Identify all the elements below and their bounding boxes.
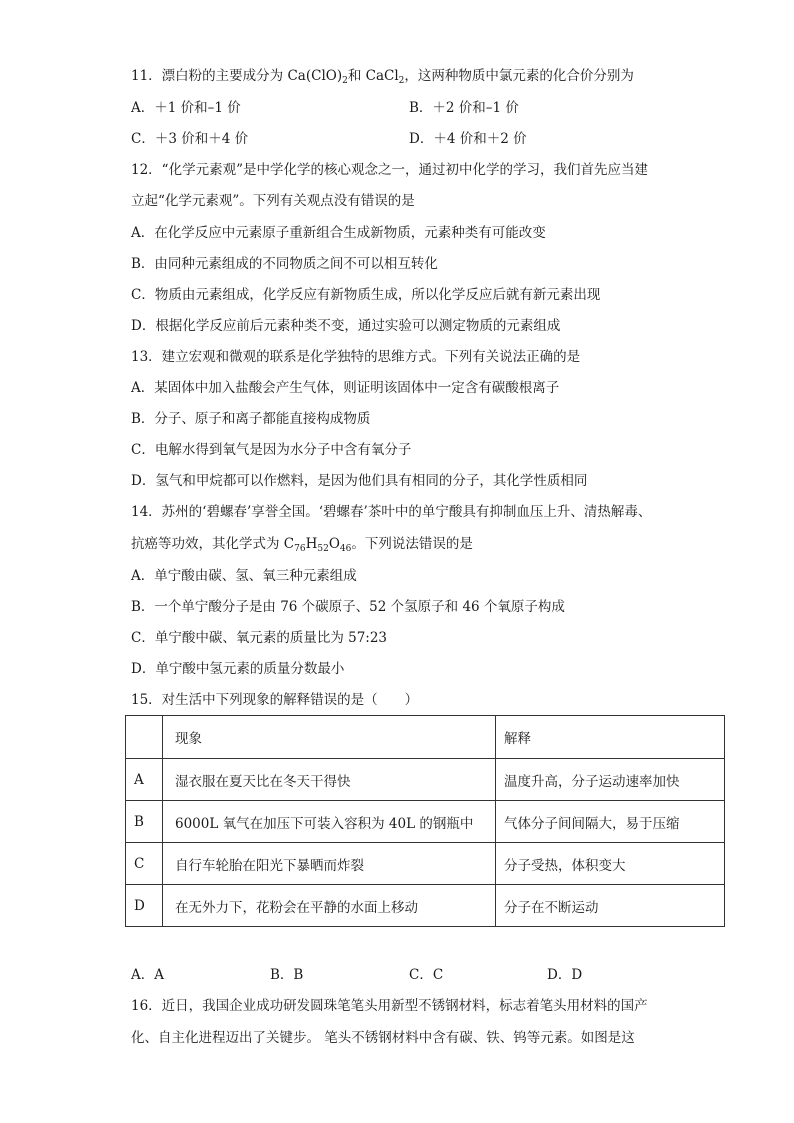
q13-option-b: B．分子、原子和离子都能直接构成物质 — [131, 411, 371, 427]
q15-table — [125, 715, 725, 927]
q12-option-d: D．根据化学反应前后元素种类不变，通过实验可以测定物质的元素组成 — [131, 318, 561, 334]
row-label-cell: B — [126, 801, 163, 843]
phenomenon-cell: 在无外力下，花粉会在平静的水面上移动 — [163, 885, 496, 927]
phenomenon-cell: 湿衣服在夏天比在冬天干得快 — [163, 759, 496, 801]
explanation-cell: 分子受热，体积变大 — [496, 843, 725, 885]
q14-option-b: B．一个单宁酸分子是由 76 个碳原子、52 个氢原子和 46 个氧原子构成 — [131, 599, 565, 615]
q13-option-a: A．某固体中加入盐酸会产生气体，则证明该固体中一定含有碳酸根离子 — [131, 380, 560, 396]
q13-option-c: C．电解水得到氧气是因为水分子中含有氧分子 — [131, 442, 412, 458]
row-label-cell: D — [126, 885, 163, 927]
header-phenomenon-cell: 现象 — [163, 716, 496, 759]
q12-option-c: C．物质由元素组成，化学反应有新物质生成，所以化学反应后就有新元素出现 — [131, 287, 601, 303]
row-label-cell: A — [126, 759, 163, 801]
explanation-cell: 温度升高，分子运动速率加快 — [496, 759, 725, 801]
q11-option-c: C．＋3 价和＋4 价 — [131, 131, 249, 147]
q14-stem-line1: 14．苏州的‘碧螺春’享誉全国。‘碧螺春’茶叶中的单宁酸具有抑制血压上升、清热解毒、 — [131, 504, 652, 520]
q15-option-d: D．D — [547, 967, 583, 983]
q13-option-d: D．氢气和甲烷都可以作燃料，是因为他们具有相同的分子，其化学性质相同 — [131, 473, 588, 489]
q16-stem-line1: 16．近日，我国企业成功研发圆珠笔笔头用新型不锈钢材料，标志着笔头用材料的国产 — [131, 998, 648, 1014]
table-row — [126, 885, 725, 927]
q16-stem-line2: 化、自主化进程迈出了关键步。 笔头不锈钢材料中含有碳、铁、钨等元素。如图是这 — [131, 1030, 635, 1046]
explanation-cell: 分子在不断运动 — [496, 885, 725, 927]
q11-stem: 11．漂白粉的主要成分为 $Ca(ClO)_2$和 CaCl$_2$，这两种物质中氯元素的化合价分别为 — [131, 68, 634, 86]
q12-stem-line1: 12．“化学元素观”是中学化学的核心观念之一，通过初中化学的学习，我们首先应当建 — [131, 162, 648, 178]
q11-option-d: D．＋4 价和＋2 价 — [409, 131, 527, 147]
header-explanation-cell: 解释 — [496, 716, 725, 759]
q14-stem-line2: 抗癌等功效，其化学式为 $C_{76}H_{52}O_{46}$。下列说法错误的是 — [131, 536, 473, 554]
table-header-row — [126, 716, 725, 759]
q11-option-b: B．＋2 价和–1 价 — [409, 100, 519, 116]
q14-option-a: A．单宁酸由碳、氢、氧三种元素组成 — [131, 568, 357, 584]
phenomenon-cell: 自行车轮胎在阳光下暴晒而炸裂 — [163, 843, 496, 885]
table-row — [126, 759, 725, 801]
q12-stem-line2: 立起“化学元素观”。下列有关观点没有错误的是 — [131, 193, 415, 209]
q15-option-b: B．B — [270, 967, 304, 983]
q14-option-c: C．单宁酸中碳、氧元素的质量比为 57:23 — [131, 630, 388, 646]
q15-stem: 15．对生活中下列现象的解释错误的是（ ） — [131, 692, 419, 708]
explanation-cell: 气体分子间间隔大，易于压缩 — [496, 801, 725, 843]
table-row — [126, 843, 725, 885]
q12-option-a: A．在化学反应中元素原子重新组合生成新物质，元素种类有可能改变 — [131, 225, 546, 241]
q14-option-d: D．单宁酸中氢元素的质量分数最小 — [131, 661, 345, 677]
phenomenon-cell: 6000L 氧气在加压下可装入容积为 40L 的钢瓶中 — [163, 801, 496, 843]
q12-option-b: B．由同种元素组成的不同物质之间不可以相互转化 — [131, 256, 438, 272]
q13-stem: 13．建立宏观和微观的联系是化学独特的思维方式。下列有关说法正确的是 — [131, 349, 581, 365]
q15-option-a: A．A — [131, 967, 164, 983]
row-label-cell: C — [126, 843, 163, 885]
q15-option-c: C．C — [409, 967, 444, 983]
table-row — [126, 801, 725, 843]
header-blank-cell — [126, 716, 163, 759]
q11-option-a: A．＋1 价和–1 价 — [131, 100, 241, 116]
